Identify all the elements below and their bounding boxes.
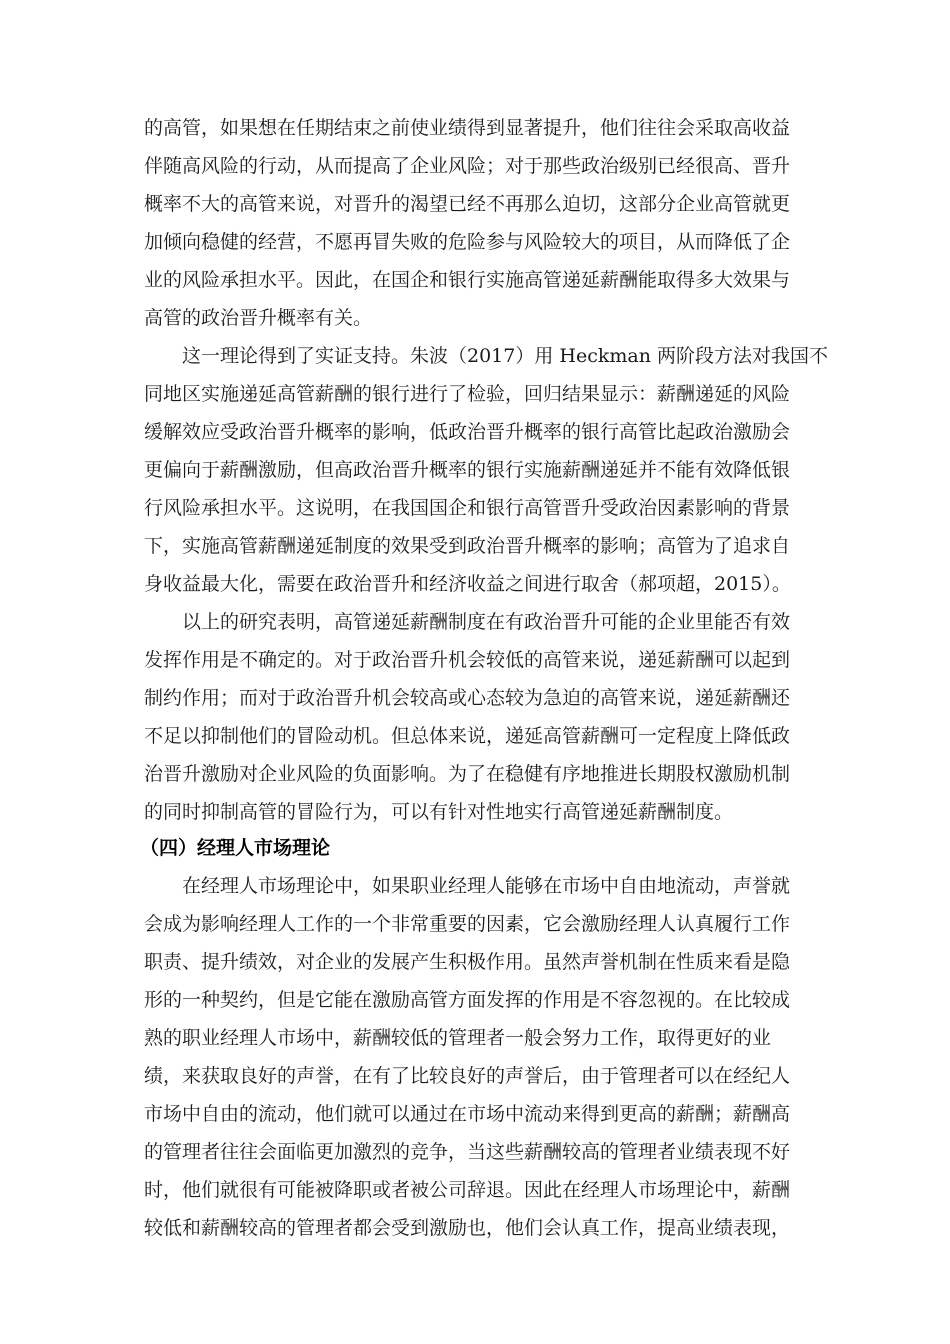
- paragraph-line: 更偏向于薪酬激励，但高政治晋升概率的银行实施薪酬递延并不能有效降低银: [144, 459, 791, 481]
- paragraph-line: 的管理者往往会面临更加激烈的竞争，当这些薪酬较高的管理者业绩表现不好: [144, 1141, 791, 1163]
- paragraph-line: 时，他们就很有可能被降职或者被公司辞退。因此在经理人市场理论中，薪酬: [144, 1179, 791, 1201]
- paragraph-line: 制约作用；而对于政治晋升机会较高或心态较为急迫的高管来说，递延薪酬还: [144, 687, 791, 709]
- paragraph-line: 的同时抑制高管的冒险行为，可以有针对性地实行高管递延薪酬制度。: [144, 801, 734, 823]
- paragraph-line: 这一理论得到了实证支持。朱波（2017）用 Heckman 两阶段方法对我国不: [182, 345, 828, 367]
- paragraph-line: 缓解效应受政治晋升概率的影响，低政治晋升概率的银行高管比起政治激励会: [144, 421, 791, 443]
- paragraph-line: 同地区实施递延高管薪酬的银行进行了检验，回归结果显示：薪酬递延的风险: [144, 383, 791, 405]
- paragraph-line: 的高管，如果想在任期结束之前使业绩得到显著提升，他们往往会采取高收益: [144, 117, 791, 139]
- paragraph-line: 较低和薪酬较高的管理者都会受到激励也，他们会认真工作，提高业绩表现，: [144, 1217, 791, 1239]
- paragraph-line: 职责、提升绩效，对企业的发展产生积极作用。虽然声誉机制在性质来看是隐: [144, 951, 791, 973]
- paragraph-line: 治晋升激励对企业风险的负面影响。为了在稳健有序地推进长期股权激励机制: [144, 763, 791, 785]
- paragraph-line: 市场中自由的流动，他们就可以通过在市场中流动来得到更高的薪酬；薪酬高: [144, 1103, 791, 1125]
- paragraph-line: 高管的政治晋升概率有关。: [144, 307, 373, 329]
- paragraph-line: 熟的职业经理人市场中，薪酬较低的管理者一般会努力工作，取得更好的业: [144, 1027, 772, 1049]
- paragraph-line: 下，实施高管薪酬递延制度的效果受到政治晋升概率的影响；高管为了追求自: [144, 535, 791, 557]
- section-heading: （四）经理人市场理论: [140, 837, 331, 859]
- paragraph-line: 伴随高风险的行动，从而提高了企业风险；对于那些政治级别已经很高、晋升: [144, 155, 791, 177]
- paragraph-line: 概率不大的高管来说，对晋升的渴望已经不再那么迫切，这部分企业高管就更: [144, 193, 791, 215]
- paragraph-line: 加倾向稳健的经营，不愿再冒失败的危险参与风险较大的项目，从而降低了企: [144, 231, 791, 253]
- paragraph-line: 以上的研究表明，高管递延薪酬制度在有政治晋升可能的企业里能否有效: [182, 611, 791, 633]
- paragraph-line: 发挥作用是不确定的。对于政治晋升机会较低的高管来说，递延薪酬可以起到: [144, 649, 791, 671]
- paragraph-line: 在经理人市场理论中，如果职业经理人能够在市场中自由地流动，声誉就: [182, 875, 791, 897]
- paragraph-line: 业的风险承担水平。因此，在国企和银行实施高管递延薪酬能取得多大效果与: [144, 269, 791, 291]
- paragraph-line: 形的一种契约，但是它能在激励高管方面发挥的作用是不容忽视的。在比较成: [144, 989, 791, 1011]
- paragraph-line: 行风险承担水平。这说明，在我国国企和银行高管晋升受政治因素影响的背景: [144, 497, 791, 519]
- paragraph-line: 绩，来获取良好的声誉，在有了比较良好的声誉后，由于管理者可以在经纪人: [144, 1065, 791, 1087]
- paragraph-line: 会成为影响经理人工作的一个非常重要的因素，它会激励经理人认真履行工作: [144, 913, 791, 935]
- paragraph-line: 身收益最大化，需要在政治晋升和经济收益之间进行取舍（郝项超，2015）。: [144, 573, 791, 595]
- paragraph-line: 不足以抑制他们的冒险动机。但总体来说，递延高管薪酬可一定程度上降低政: [144, 725, 791, 747]
